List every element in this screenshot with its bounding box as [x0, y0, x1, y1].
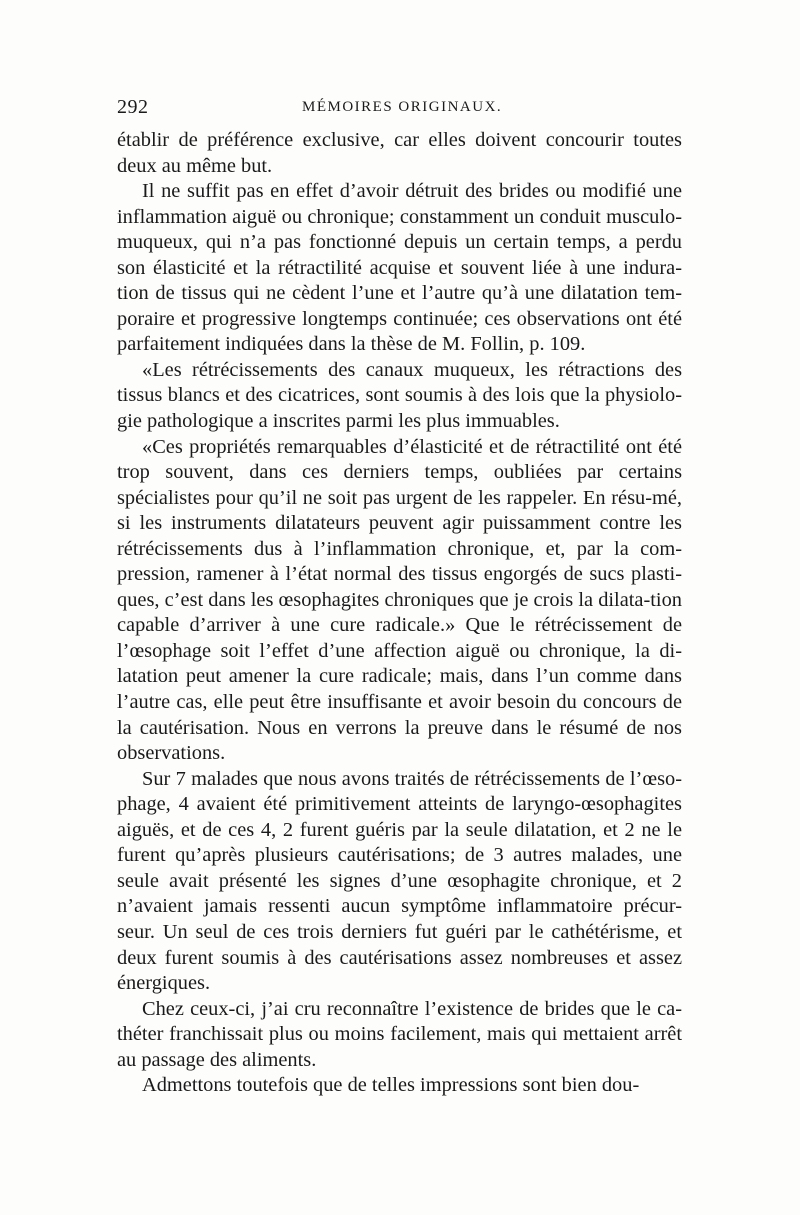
running-head: MÉMOIRES ORIGINAUX. [302, 99, 503, 115]
paragraph: Il ne suffit pas en effet d’avoir détruit des brides ou modifié une inflammation aiguë ou chronique; constamment un conduit musculo-muqueux, qui n’a pas fonctionné depuis un certain temps, a perdu son élasticité et la rétractilité acquise et souvent liée à une indura-tion de tissus qui ne cèdent l’une et l’autre qu’à une dilatation tem-poraire et progressive longtemps continuée; ces observations ont été parfaitement indiquées dans la thèse de M. Follin, p. 109. [117, 180, 682, 356]
paragraph: Sur 7 malades que nous avons traités de rétrécissements de l’œso-phage, 4 avaient été primitivement atteints de laryngo-œsophagites aiguës, et de ces 4, 2 furent guéris par la seule dilatation, et 2 ne le furent qu’après plusieurs cautérisations; de 3 autres malades, une seule avait présenté les signes d’une œsophagite chronique, et 2 n’avaient jamais ressenti aucun symptôme inflammatoire précur-seur. Un seul de ces trois derniers fut guéri par le cathétérisme, et deux furent soumis à des cautérisations assez nombreuses et assez énergiques. [117, 767, 682, 995]
paragraph-continuation: établir de préférence exclusive, car elles doivent concourir toutes deux au même but. [117, 129, 682, 177]
paragraph: Admettons toutefois que de telles impressions sont bien dou- [142, 1074, 640, 1097]
page-header [117, 96, 682, 122]
paragraph-quote: «Ces propriétés remarquables d’élasticité et de rétractilité ont été trop souvent, dans ces derniers temps, oubliées par certains spécialistes pour qu’il ne soit pas urgent de les rappeler. En résu-mé, si les instruments dilatateurs peuvent agir puissamment contre les rétrécissements dus à l’inflammation chronique, et, par la com-pression, ramener à l’état normal des tissus engorgés de sucs plasti-ques, c’est dans les œsophagites chroniques que je crois la dilata-tion capable d’arriver à une cure radicale.» Que le rétrécissement de l’œsophage soit l’effet d’une affection aiguë ou chronique, la di-latation peut amener la cure radicale; mais, dans l’un comme dans l’autre cas, elle peut être insuffisante et avoir besoin du concours de la cautérisation. Nous en verrons la preuve dans le résumé de nos observations. [117, 435, 682, 765]
paragraph: Chez ceux-ci, j’ai cru reconnaître l’existence de brides que le ca-théter franchissait plus ou moins facilement, mais qui mettaient arrêt au passage des aliments. [117, 997, 682, 1071]
paragraph-quote: «Les rétrécissements des canaux muqueux, les rétractions des tissus blancs et des cicatrices, sont soumis à des lois que la physiolo-gie pathologique a inscrites parmi les plus immuables. [117, 358, 682, 433]
page-number: 292 [117, 96, 149, 118]
body-text [117, 128, 682, 1099]
